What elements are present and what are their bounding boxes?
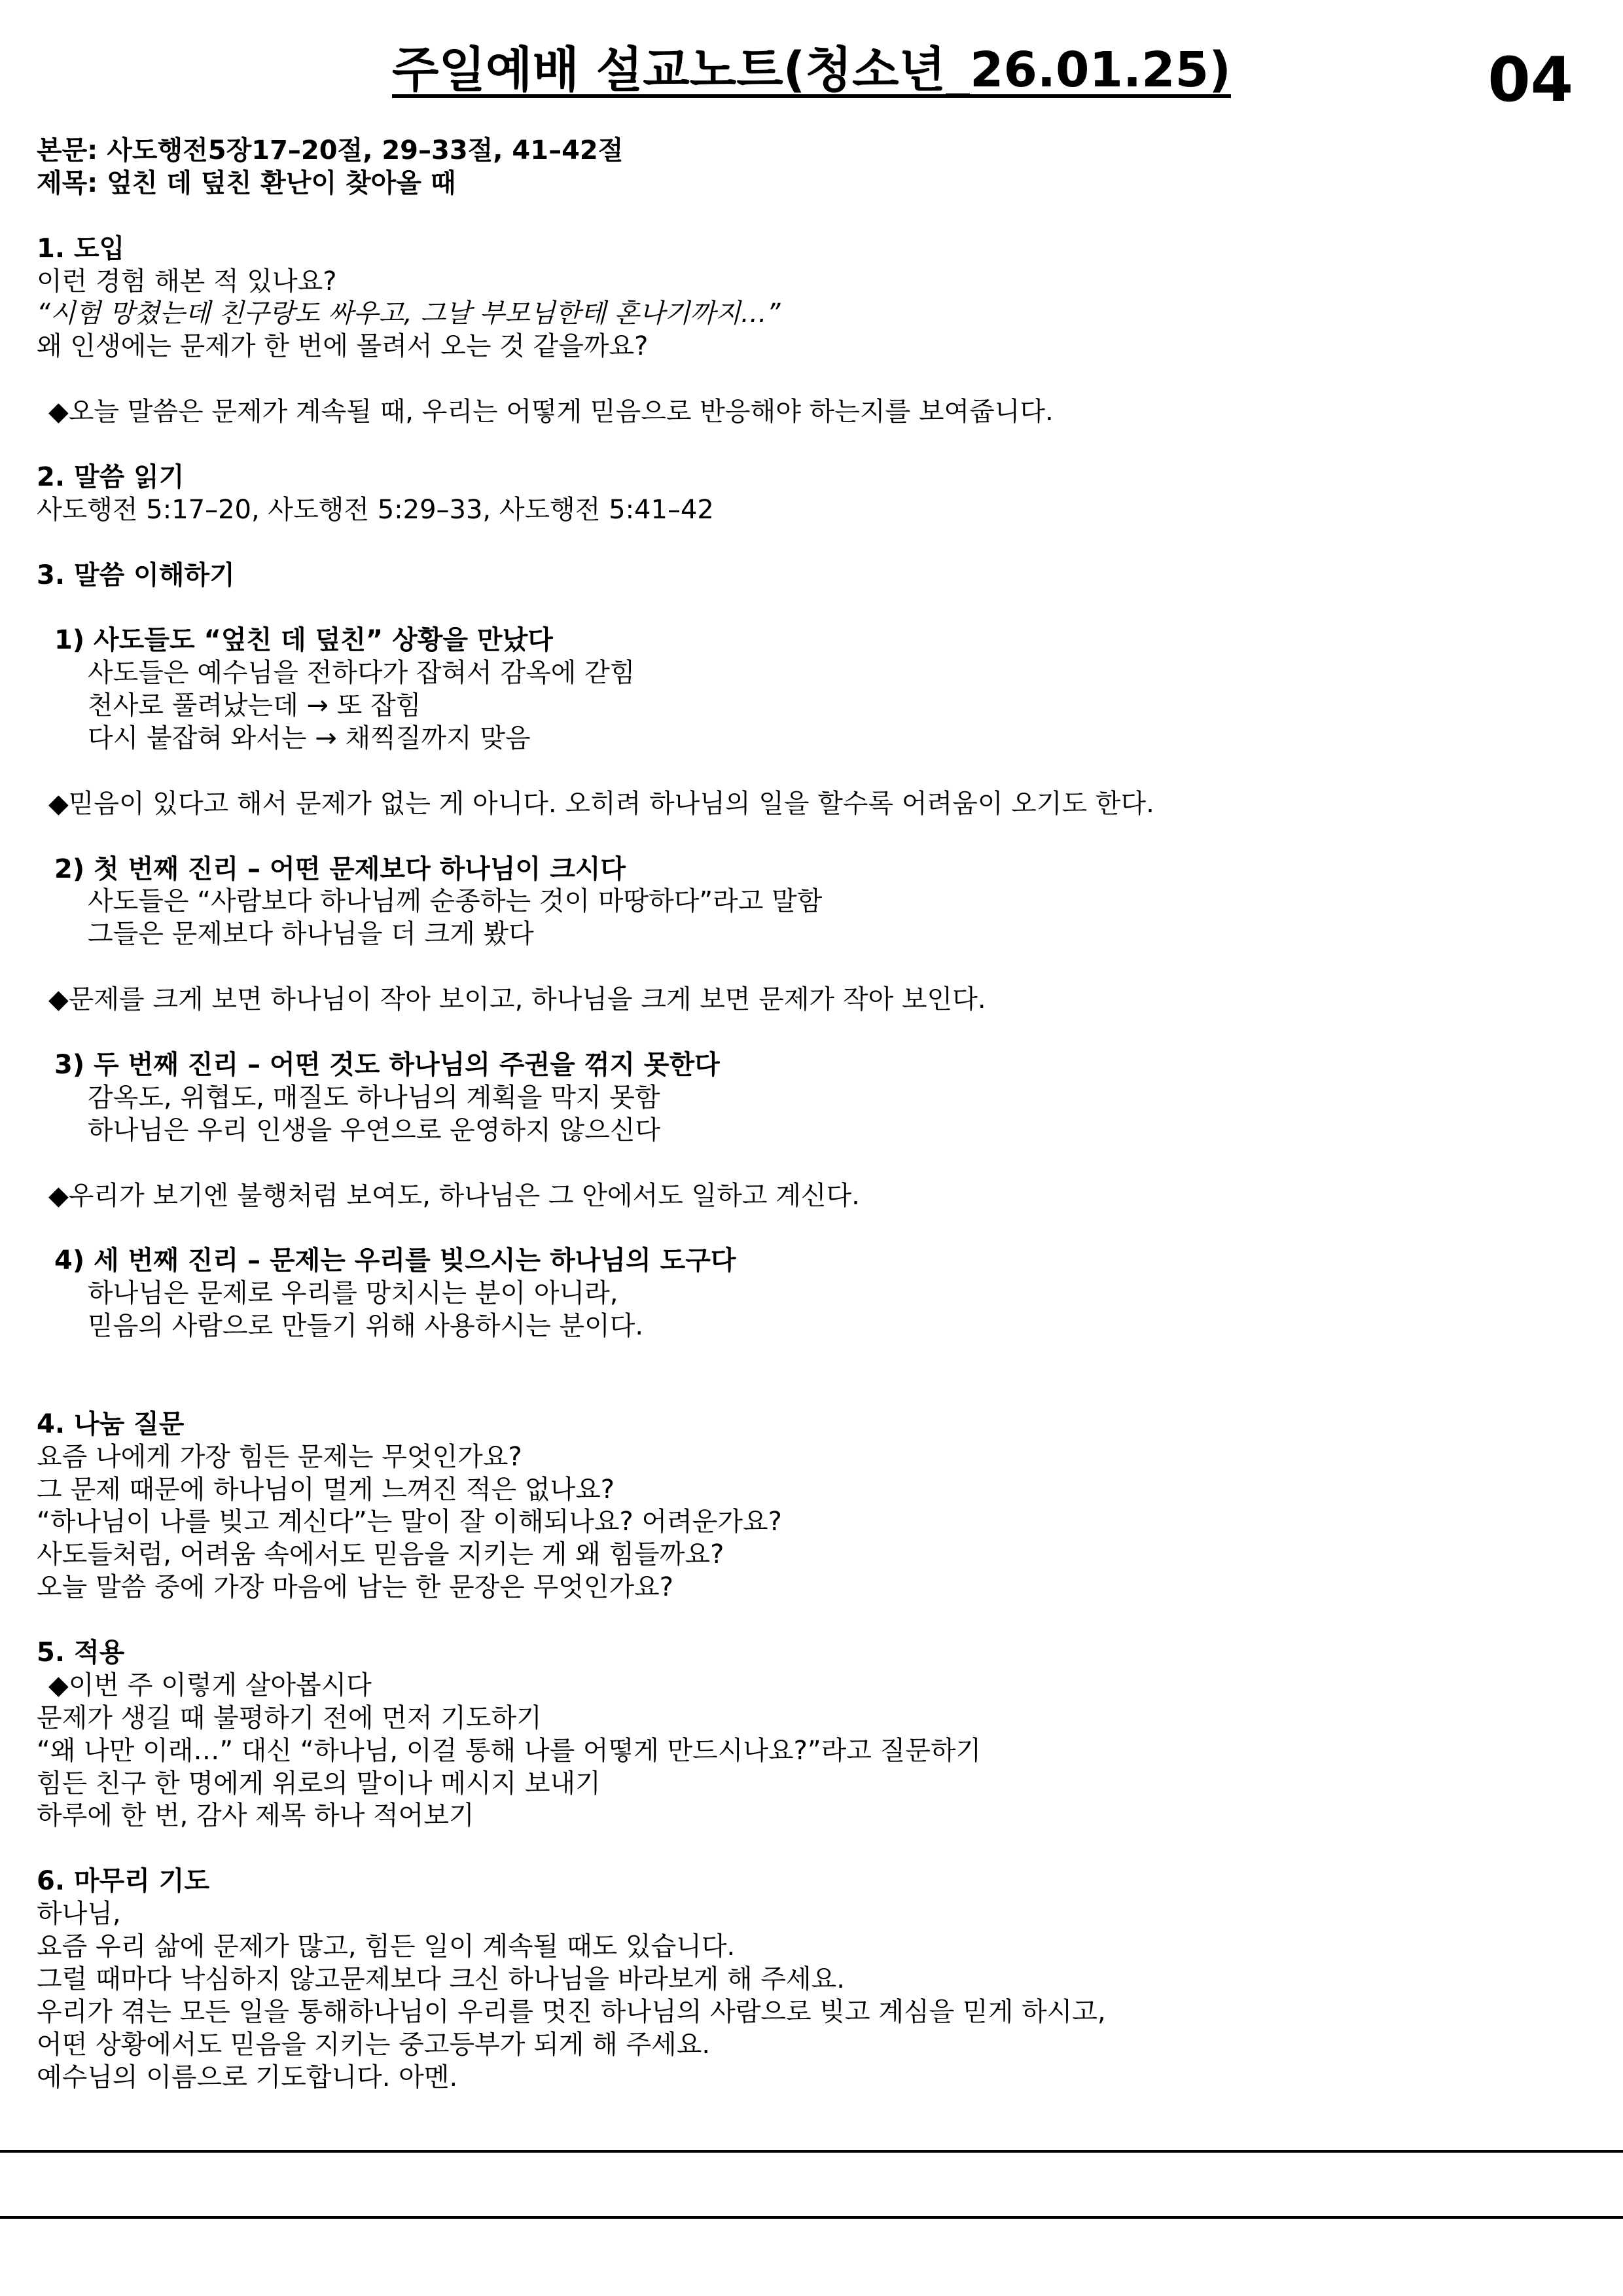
point-detail: 감옥도, 위협도, 매질도 하나님의 계획을 막지 못함 [88,1082,660,1113]
point-heading: 3) 두 번째 진리 – 어떤 것도 하나님의 주권을 꺾지 못한다 [54,1049,720,1080]
application-item: “왜 나만 이래…” 대신 “하나님, 이걸 통해 나를 어떻게 만드시나요?”라고 질문하기 [37,1735,982,1766]
reading-references: 사도행전 5:17–20, 사도행전 5:29–33, 사도행전 5:41–42 [37,494,714,525]
blank-line [0,951,1623,984]
sermon-title-line: 제목: 엎친 데 덮친 환난이 찾아올 때 [37,168,456,198]
prayer-line: 우리가 겪는 모든 일을 통해하나님이 우리를 멋진 하나님의 사람으로 빚고 계심을 믿게 하시고, [37,1996,1106,2027]
prayer-line: 하나님, [37,1899,121,1929]
point-heading: 4) 세 번째 진리 – 문제는 우리를 빚으시는 하나님의 도구다 [54,1246,736,1276]
section-heading-understanding: 3. 말씀 이해하기 [37,560,235,590]
intro-quote: “시험 망쳤는데 친구랑도 싸우고, 그날 부모님한테 혼나기까지…” [37,298,781,329]
point-heading: 1) 사도들도 “엎친 데 덮친” 상황을 만났다 [54,625,553,656]
point-note: ◆우리가 보기엔 불행처럼 보여도, 하나님은 그 안에서도 일하고 계신다. [48,1180,860,1211]
point-detail: 사도들은 예수님을 전하다가 잡혀서 감옥에 갇힘 [88,658,635,689]
point-detail: 사도들은 “사람보다 하나님께 순종하는 것이 마땅하다”라고 말함 [88,886,823,917]
blank-line [0,1147,1623,1180]
point-detail: 다시 붙잡혀 와서는 → 채찍질까지 맞음 [88,723,531,754]
section-heading-intro: 1. 도입 [37,233,125,264]
intro-line: 왜 인생에는 문제가 한 번에 몰려서 오는 것 같을까요? [37,331,649,362]
sermon-note-body [0,135,1623,2094]
blank-line [0,1016,1623,1049]
application-item: 문제가 생길 때 불평하기 전에 먼저 기도하기 [37,1702,542,1733]
section-heading-sharing: 4. 나눔 질문 [37,1408,185,1439]
point-note: ◆믿음이 있다고 해서 문제가 없는 게 아니다. 오히려 하나님의 일을 할수록 어려움이 오기도 한다. [48,788,1154,819]
sharing-question: 오늘 말씀 중에 가장 마음에 남는 한 문장은 무엇인가요? [37,1572,674,1603]
application-item: 하루에 한 번, 감사 제목 하나 적어보기 [37,1801,474,1831]
blank-line [0,1212,1623,1245]
sharing-question: 요즘 나에게 가장 힘든 문제는 무엇인가요? [37,1441,522,1472]
application-intro: ◆이번 주 이렇게 살아봅시다 [48,1670,372,1700]
blank-line [0,1604,1623,1637]
footer-divider-bottom [0,2216,1623,2219]
passage-line: 본문: 사도행전5장17–20절, 29–33절, 41–42절 [37,135,624,166]
intro-note: ◆오늘 말씀은 문제가 계속될 때, 우리는 어떻게 믿음으로 반응해야 하는지를 보여줍니다. [48,397,1054,427]
blank-line [0,592,1623,624]
sharing-question: 그 문제 때문에 하나님이 멀게 느껴진 적은 없나요? [37,1474,615,1505]
point-detail: 하나님은 문제로 우리를 망치시는 분이 아니라, [88,1278,618,1309]
blank-line [0,1376,1623,1408]
application-item: 힘든 친구 한 명에게 위로의 말이나 메시지 보내기 [37,1768,601,1799]
section-heading-reading: 2. 말씀 읽기 [37,461,185,492]
blank-line [0,363,1623,396]
prayer-line: 예수님의 이름으로 기도합니다. 아멘. [37,2062,458,2092]
intro-line: 이런 경험 해본 적 있나요? [37,266,337,296]
point-detail: 믿음의 사람으로 만들기 위해 사용하시는 분이다. [88,1311,644,1342]
blank-line [0,1343,1623,1376]
blank-line [0,200,1623,233]
sharing-question: “하나님이 나를 빚고 계신다”는 말이 잘 이해되나요? 어려운가요? [37,1507,782,1537]
blank-line [0,429,1623,461]
sharing-question: 사도들처럼, 어려움 속에서도 믿음을 지키는 게 왜 힘들까요? [37,1539,724,1570]
footer-divider-top [0,2150,1623,2153]
prayer-line: 어떤 상황에서도 믿음을 지키는 중고등부가 되게 해 주세요. [37,2029,711,2060]
blank-line [0,1833,1623,1865]
section-heading-application: 5. 적용 [37,1637,125,1668]
page-number: 04 [1488,45,1573,116]
page-title-area [0,41,1623,116]
point-detail: 그들은 문제보다 하나님을 더 크게 봤다 [88,919,534,950]
blank-line [0,755,1623,788]
point-detail: 하나님은 우리 인생을 우연으로 운영하지 않으신다 [88,1115,661,1145]
blank-line [0,821,1623,853]
prayer-line: 그럴 때마다 낙심하지 않고문제보다 크신 하나님을 바라보게 해 주세요. [37,1964,845,1994]
page-title: 주일예배 설교노트(청소년_26.01.25) [392,42,1231,98]
prayer-line: 요즘 우리 삶에 문제가 많고, 힘든 일이 계속될 때도 있습니다. [37,1931,736,1962]
section-heading-prayer: 6. 마무리 기도 [37,1866,210,1897]
point-heading: 2) 첫 번째 진리 – 어떤 문제보다 하나님이 크시다 [54,853,626,884]
point-note: ◆문제를 크게 보면 하나님이 작아 보이고, 하나님을 크게 보면 문제가 작아 보인다. [48,984,986,1015]
blank-line [0,527,1623,560]
point-detail: 천사로 풀려났는데 → 또 잡힘 [88,691,421,721]
